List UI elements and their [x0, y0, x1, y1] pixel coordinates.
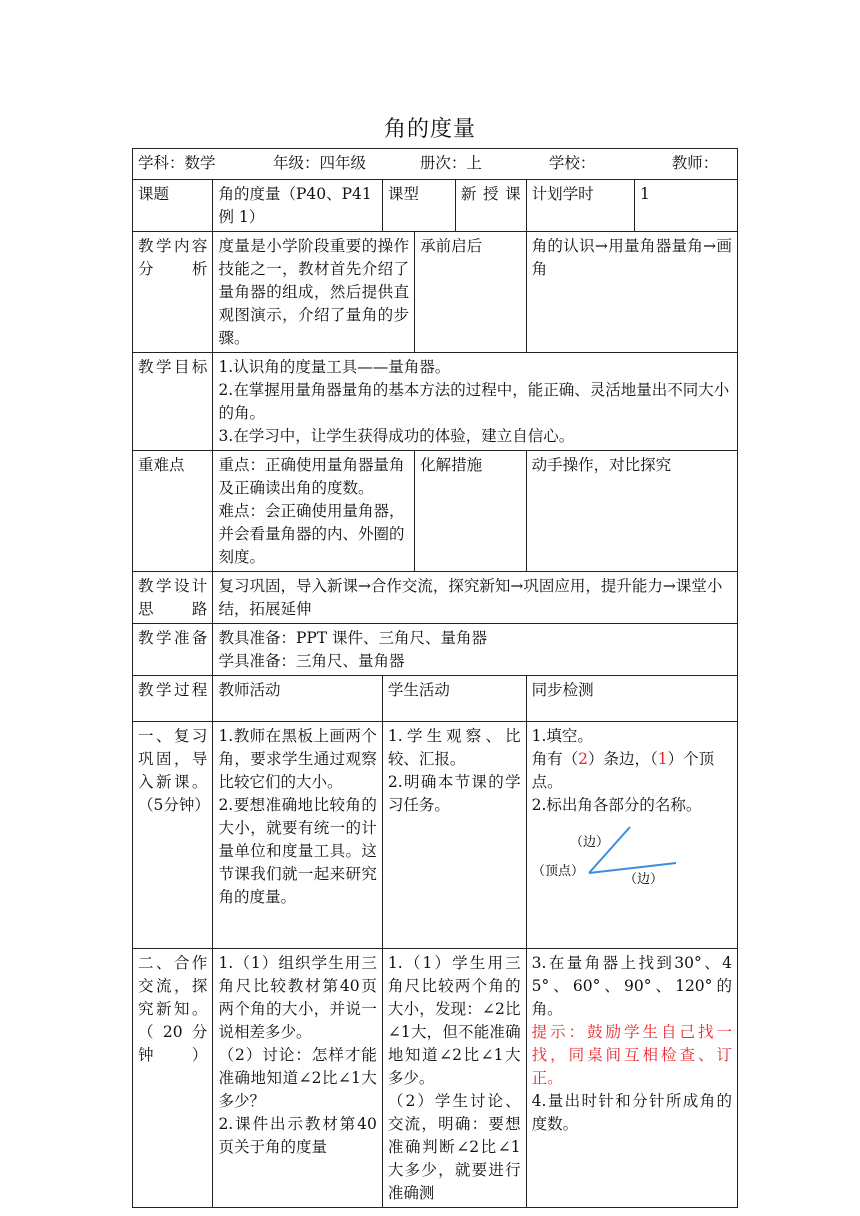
text-run: ）条边，（ [588, 750, 658, 768]
hours-value: 1 [634, 180, 737, 232]
check-clock: 4.量出时针和分针所成角的度数。 [531, 1092, 732, 1133]
analysis-value: 度量是小学阶段重要的操作技能之一，教材首先介绍了量角器的组成，然后提供直观图演示，介绍了量角的步骤。 [213, 232, 415, 353]
step2-student-item: 1.（1）学生用三角尺比较两个角的大小，发现：∠2比∠1大，但不能准确地知道∠2比∠1大多少。 [387, 954, 521, 1087]
header-row [133, 149, 738, 180]
teacher-prep: 教具准备：PPT 课件、三角尺、量角器 [218, 629, 488, 647]
prep-cell [213, 624, 738, 676]
lesson-plan-table [132, 148, 738, 1208]
step2-teacher-item: 2.课件出示教材第40页关于角的度量 [218, 1115, 377, 1156]
design-row [133, 572, 738, 624]
type-value: 新授课 [455, 180, 526, 232]
bridge-label: 承前启后 [415, 232, 527, 353]
text-run: 角有（ [531, 750, 579, 768]
step1-check [526, 722, 737, 949]
angle-ray-upper [589, 827, 630, 873]
analysis-row [133, 232, 738, 353]
topic-row [133, 180, 738, 232]
difficult-point: 难点：会正确使用量角器，并会看量角器的内、外圈的刻度。 [218, 502, 405, 566]
prep-row [133, 624, 738, 676]
step2-teacher-item: （2）讨论：怎样才能准确地知道∠2比∠1大多少？ [218, 1046, 377, 1110]
step1-teacher-item: 2.要想准确地比较角的大小，就要有统一的计量单位和度量工具。这节课我们就一起来研究角的度量。 [218, 796, 377, 906]
prep-label: 教学准备 [133, 624, 213, 676]
volume-field: 册次：上 [419, 154, 482, 172]
hours-label: 计划学时 [526, 180, 634, 232]
step2-label: 二、合作交流，探究新知。（20分钟） [133, 949, 213, 1208]
step1-teacher-item: 1.教师在黑板上画两个角，要求学生通过观察比较它们的大小。 [218, 727, 377, 791]
resolve-label: 化解措施 [415, 451, 527, 572]
key-label: 重难点 [133, 451, 213, 572]
step1-student-item: 1.学生观察、比较、汇报。 [387, 727, 521, 768]
step2-student-item: （2）学生讨论、交流，明确：要想准确判断∠2比∠1大多少，就要进行准确测 [387, 1092, 521, 1202]
topic-label: 课题 [133, 180, 213, 232]
subject-field: 学科：数学 [138, 154, 216, 172]
answer-vertex: 1 [657, 750, 668, 768]
step1-teacher [213, 722, 382, 949]
goal-item: 3.在学习中，让学生获得成功的体验，建立自信心。 [218, 427, 575, 445]
step1-label: 一、复习巩固，导入新课。（5分钟） [133, 722, 213, 949]
design-label: 教学设计思路 [133, 572, 213, 624]
analysis-label: 教学内容分析 [133, 232, 213, 353]
text-run: ）个顶点。 [531, 750, 715, 791]
key-cell [213, 451, 415, 572]
vertex-label: （顶点） [531, 864, 584, 879]
check-head: 同步检测 [526, 676, 737, 722]
resolve-value: 动手操作，对比探究 [526, 451, 737, 572]
page-title: 角的度量 [383, 117, 476, 142]
type-label: 课型 [382, 180, 455, 232]
header-cell [133, 149, 738, 180]
design-value: 复习巩固，导入新课→合作交流，探究新知→巩固应用，提升能力→课堂小结，拓展延伸 [213, 572, 738, 624]
check-protractor: 3.在量角器上找到30°、45°、60°、90°、120°的角。 [531, 954, 732, 1018]
teacher-field: 教师： [671, 154, 719, 172]
step1-student [382, 722, 526, 949]
school-field: 学校： [548, 154, 596, 172]
process-head-row [133, 676, 738, 722]
goal-item: 1.认识角的度量工具——量角器。 [218, 358, 451, 376]
topic-value: 角的度量（P40、P41 例 1） [213, 180, 382, 232]
key-point: 重点：正确使用量角器量角及正确读出角的度数。 [218, 456, 405, 497]
step2-teacher [213, 949, 382, 1208]
edge-label-top: （边） [569, 835, 609, 850]
goals-label: 教学目标 [133, 353, 213, 451]
step1-row [133, 722, 738, 949]
student-prep: 学具准备：三角尺、量角器 [218, 652, 405, 670]
step2-student [382, 949, 526, 1208]
angle-figure [532, 821, 682, 891]
answer-edges: 2 [578, 750, 588, 768]
check-fill-title: 1.填空。 [531, 727, 593, 745]
teacher-activity-head: 教师活动 [213, 676, 382, 722]
goal-item: 2.在掌握用量角器量角的基本方法的过程中，能正确、灵活地量出不同大小的角。 [218, 381, 730, 422]
step2-check [526, 949, 737, 1208]
bridge-value: 角的认识→用量角器量角→画角 [526, 232, 737, 353]
step2-row [133, 949, 738, 1208]
student-activity-head: 学生活动 [382, 676, 526, 722]
grade-field: 年级：四年级 [272, 154, 366, 172]
step2-teacher-item: 1.（1）组织学生用三角尺比较教材第40页两个角的大小，并说一说相差多少。 [218, 954, 377, 1041]
key-row [133, 451, 738, 572]
step1-student-item: 2.明确本节课的学习任务。 [387, 773, 521, 814]
edge-label-bottom: （边） [623, 872, 663, 887]
goals-cell [213, 353, 738, 451]
check-fill-question [532, 748, 732, 794]
check-label-question: 2.标出角各部分的名称。 [531, 796, 702, 814]
goals-row [133, 353, 738, 451]
check-hint: 提示：鼓励学生自己找一找，同桌间互相检查、订正。 [531, 1023, 732, 1087]
process-label: 教学过程 [133, 676, 213, 722]
